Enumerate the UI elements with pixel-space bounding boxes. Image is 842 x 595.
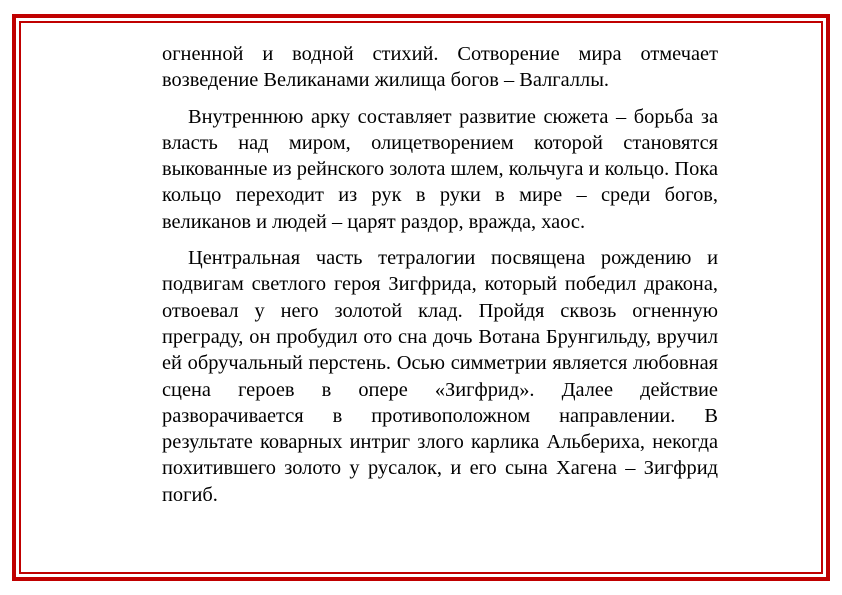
paragraph-2: Внутреннюю арку составляет развитие сюжета – борьба за власть над миром, олицетворением которой становятся выкованные из рейнского золота шлем, кольчуга и кольцо. Пока кольцо переходит из рук в руки в мире – среди богов, великанов и людей – царят раздор, вражда, хаос.	[162, 105, 718, 233]
paragraph-3: Центральная часть тетралогии посвящена рождению и подвигам светлого героя Зигфрида, который победил дракона, отвоевал у него золотой клад. Пройдя сквозь огненную преграду, он пробудил ото сна дочь Вотана Брунгильду, вручил ей обручальный перстень. Осью симметрии является любовная сцена героев в опере «Зигфрид». Далее действие разворачивается в противоположном направлении. В результате коварных интриг злого карлика Альбериха, некогда похитившего золото у русалок, и его сына Хагена – Зигфрид погиб.	[162, 247, 718, 506]
paragraph-1: огненной и водной стихий. Сотворение мира отмечает возведение Великанами жилища богов – Валгаллы.	[162, 43, 718, 92]
document-body	[162, 41, 718, 518]
